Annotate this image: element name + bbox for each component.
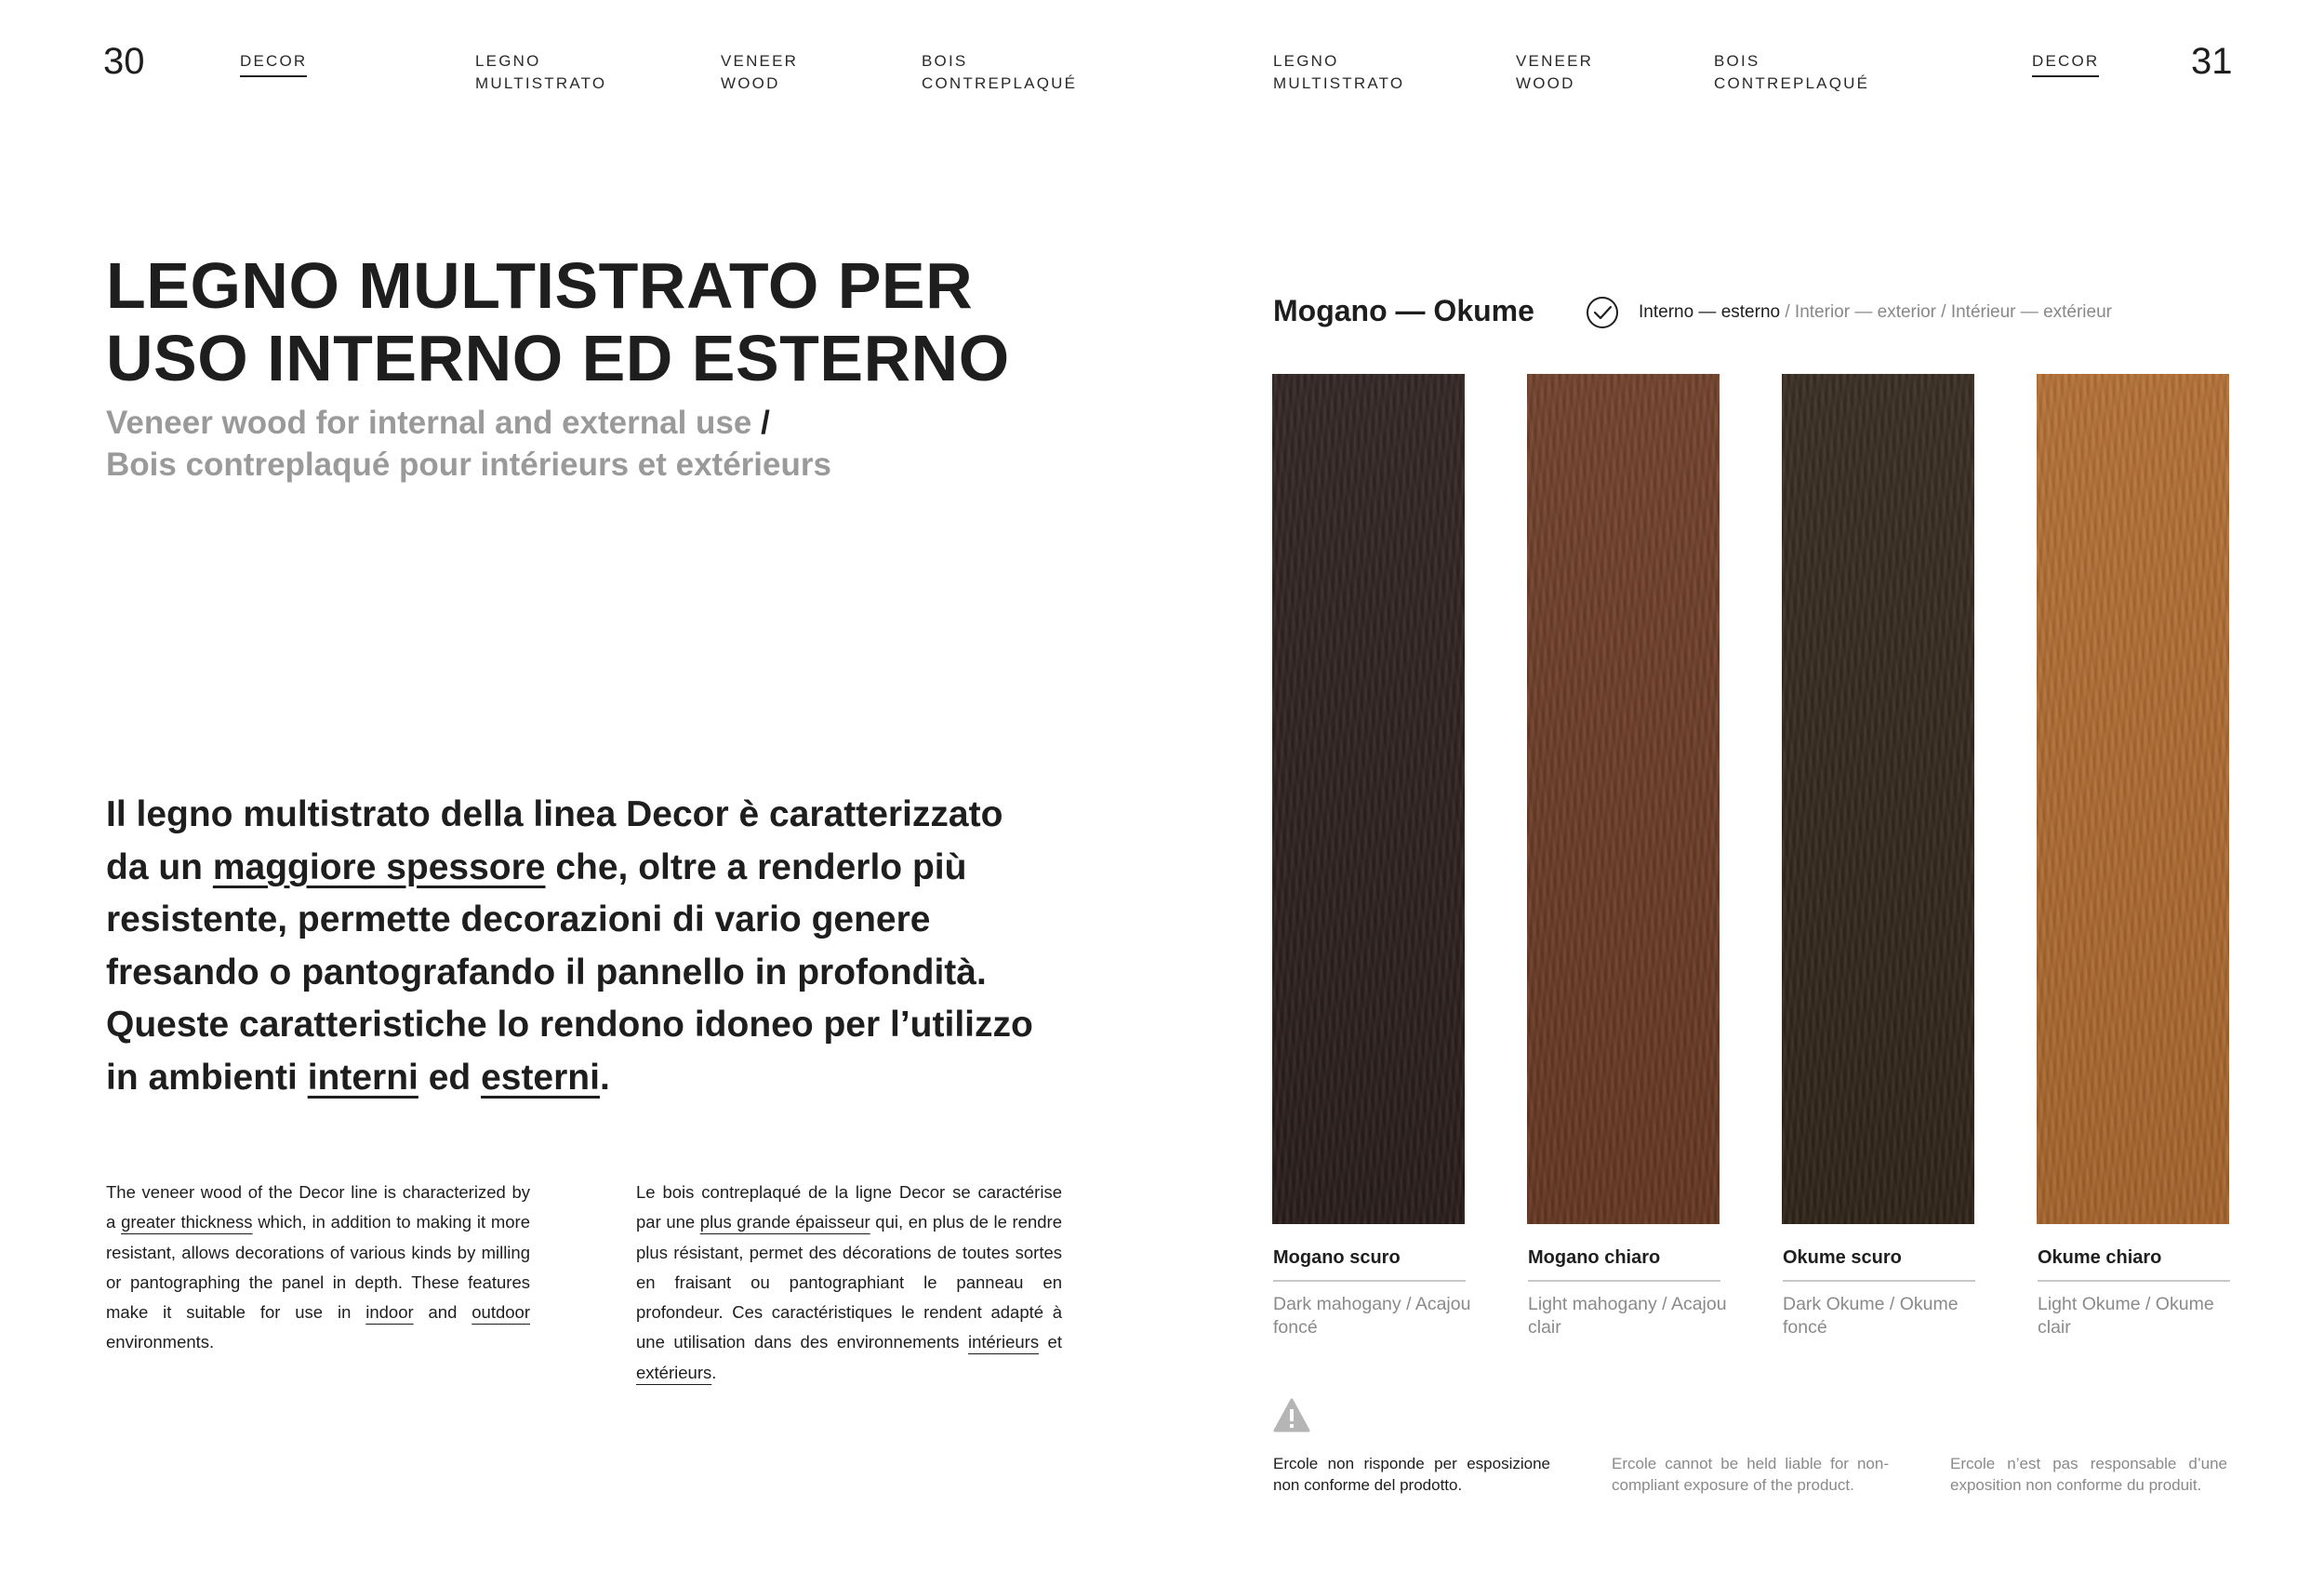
usage-translations: / Interior — exterior / Intérieur — extérieur	[1780, 302, 2112, 322]
subtitle-slash: /	[761, 405, 770, 441]
body-text: which, in addition to making it more resistant, allows decorations of various kinds by milling or pantographing the panel in depth. These features make it suitable for use in	[106, 1212, 530, 1323]
swatch-translation: Light mahogany / Acajou clair	[1528, 1294, 1727, 1338]
nav-label: MULTISTRATO	[1273, 74, 1405, 92]
body-french	[636, 1178, 1062, 1388]
nav-legno-multistrato-right[interactable]	[1273, 50, 1404, 95]
lead-emphasis: esterni	[481, 1057, 600, 1098]
swatch-translation: Dark Okume / Okume foncé	[1783, 1294, 1959, 1338]
product-title: Mogano — Okume	[1273, 294, 1534, 327]
swatch-name: Okume chiaro	[2038, 1247, 2230, 1282]
body-text: Le bois contreplaqué de la ligne Decor se caractérise par une	[636, 1182, 1062, 1232]
warning-icon	[1273, 1398, 1310, 1433]
body-text: and	[413, 1302, 472, 1323]
lead-text: che, oltre a renderlo più resistente, permette decorazioni di vario genere fresando o pantografando il pannello in profondità. Queste caratteristiche lo rendono idoneo per l’utilizzo in ambienti	[106, 846, 1033, 1098]
swatch-mogano-chiaro	[1527, 374, 1720, 1224]
nav-veneer-wood-left[interactable]	[721, 50, 798, 95]
disclaimer-english: Ercole cannot be held liable for non-compliant exposure of the product.	[1612, 1455, 1889, 1494]
swatch-okume-chiaro	[2037, 374, 2229, 1224]
lead-paragraph	[106, 789, 1045, 1104]
swatch-mogano-scuro	[1272, 374, 1465, 1224]
lead-text: ed	[418, 1057, 482, 1098]
lead-emphasis: maggiore spessore	[212, 846, 546, 887]
nav-bois-contreplaque-right[interactable]	[1714, 50, 1869, 95]
body-emphasis: intérieurs	[967, 1332, 1040, 1352]
disclaimer-french: Ercole n’est pas responsable d’une exposition non conforme du produit.	[1950, 1455, 2227, 1494]
swatch-name: Mogano scuro	[1273, 1247, 1466, 1282]
nav-label: CONTREPLAQUÉ	[922, 74, 1078, 92]
usage-italian: Interno — esterno	[1639, 302, 1781, 322]
nav-label: CONTREPLAQUÉ	[1714, 74, 1870, 92]
lead-text: Il legno multistrato della linea Decor è caratterizzato da un	[106, 794, 1003, 887]
lead-text: .	[599, 1057, 610, 1098]
nav-label: BOIS	[922, 52, 968, 70]
body-text: environments.	[106, 1332, 215, 1352]
body-emphasis: outdoor	[471, 1302, 530, 1323]
body-text: et	[1039, 1332, 1062, 1352]
title-line: USO INTERNO ED ESTERNO	[106, 322, 1010, 394]
nav-decor-left[interactable]	[240, 50, 307, 77]
nav-label: DECOR	[240, 52, 308, 70]
body-emphasis: extérieurs	[636, 1362, 712, 1382]
body-emphasis: indoor	[365, 1302, 414, 1323]
body-emphasis: greater thickness	[121, 1212, 253, 1232]
nav-label: LEGNO	[475, 52, 541, 70]
nav-veneer-wood-right[interactable]	[1516, 50, 1593, 95]
nav-label: DECOR	[2032, 52, 2100, 70]
subtitle-fr: Bois contreplaqué pour intérieurs et extérieurs	[106, 446, 831, 483]
disclaimer-italian: Ercole non risponde per esposizione non conforme del prodotto.	[1273, 1455, 1550, 1494]
swatch-translation: Light Okume / Okume clair	[2038, 1294, 2214, 1338]
nav-decor-right[interactable]	[2032, 50, 2099, 77]
nav-label: LEGNO	[1273, 52, 1339, 70]
page-number-right: 31	[2191, 41, 2233, 82]
nav-bois-contreplaque-left[interactable]	[922, 50, 1077, 95]
usage-line	[1639, 302, 2112, 323]
check-circle-icon	[1586, 296, 1619, 329]
nav-label: VENEER	[1516, 52, 1594, 70]
nav-label: BOIS	[1714, 52, 1760, 70]
page-title	[106, 249, 1036, 394]
swatch-okume-scuro	[1782, 374, 1974, 1224]
nav-legno-multistrato-left[interactable]	[475, 50, 606, 95]
swatch-translation: Dark mahogany / Acajou foncé	[1273, 1294, 1471, 1338]
nav-label: WOOD	[721, 74, 780, 92]
swatch-name: Mogano chiaro	[1528, 1247, 1720, 1282]
body-text: qui, en plus de le rendre plus résistant, permet des décorations de toutes sortes en fraisant ou pantographiant le panneau en profondeur. Ces caractéristiques le rendent adapté à une utilisation dans des environnements	[636, 1212, 1062, 1352]
body-english	[106, 1178, 530, 1358]
nav-label: VENEER	[721, 52, 799, 70]
body-emphasis: plus grande épaisseur	[699, 1212, 870, 1232]
body-text: .	[711, 1362, 717, 1382]
lead-emphasis: interni	[307, 1057, 418, 1098]
page-subtitle	[106, 402, 1036, 486]
body-text: The veneer wood of the Decor line is characterized by a	[106, 1182, 530, 1232]
nav-label: MULTISTRATO	[475, 74, 607, 92]
nav-label: WOOD	[1516, 74, 1575, 92]
page-number-left: 30	[103, 41, 145, 82]
title-line: LEGNO MULTISTRATO PER	[106, 249, 974, 322]
swatch-name: Okume scuro	[1783, 1247, 1975, 1282]
subtitle-en: Veneer wood for internal and external use	[106, 405, 752, 441]
